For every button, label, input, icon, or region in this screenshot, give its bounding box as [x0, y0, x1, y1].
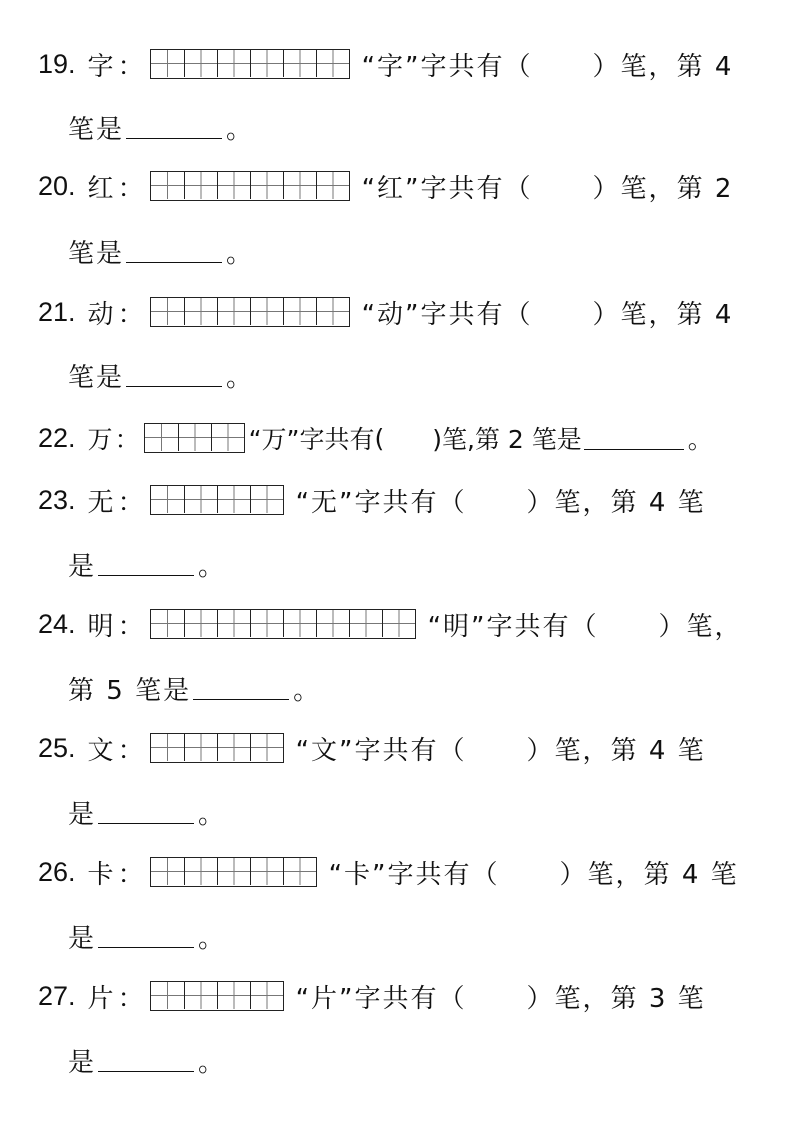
question-text: “万”字共有 [248, 425, 375, 454]
period: 。 [687, 425, 713, 454]
paren-close: )笔, [432, 425, 475, 454]
grid-cell[interactable] [250, 298, 283, 325]
answer-prompt: 笔是 [68, 238, 125, 269]
target-character: 无 [87, 487, 116, 518]
answer-blank[interactable] [98, 925, 194, 948]
question-26-line2 [68, 916, 226, 956]
grid-cell[interactable] [151, 298, 184, 325]
stroke-order-prompt: 第 3 笔 [610, 983, 706, 1014]
colon: ： [117, 51, 146, 82]
question-number: 24. [38, 608, 76, 639]
paren-open: （ [504, 51, 533, 82]
grid-cell[interactable] [184, 982, 217, 1009]
colon: ： [117, 983, 146, 1014]
question-21 [38, 292, 733, 332]
question-20 [38, 166, 733, 206]
answer-blank[interactable] [126, 116, 222, 139]
grid-cell[interactable] [217, 734, 250, 761]
grid-cell[interactable] [250, 982, 283, 1009]
colon: ： [117, 735, 146, 766]
paren-open: （ [570, 611, 599, 642]
colon: ： [117, 859, 146, 890]
paren-open: ( [374, 423, 385, 453]
grid-cell[interactable] [151, 610, 184, 637]
grid-cell[interactable] [217, 610, 250, 637]
grid-cell[interactable] [250, 610, 283, 637]
question-25-line2 [68, 792, 226, 832]
grid-cell[interactable] [217, 982, 250, 1009]
period: 。 [198, 923, 227, 954]
question-20-line2 [68, 231, 254, 271]
stroke-writing-grid[interactable] [150, 297, 350, 327]
grid-cell[interactable] [250, 734, 283, 761]
answer-prompt: 是 [68, 1047, 97, 1078]
question-text: “明”字共有 [427, 611, 571, 642]
grid-cell[interactable] [316, 50, 349, 77]
grid-cell[interactable] [250, 858, 283, 885]
grid-cell[interactable] [283, 172, 316, 199]
period: 。 [293, 675, 322, 706]
grid-cell[interactable] [316, 298, 349, 325]
grid-cell[interactable] [151, 982, 184, 1009]
grid-cell[interactable] [217, 298, 250, 325]
period: 。 [226, 238, 255, 269]
question-number: 20. [38, 170, 76, 201]
grid-cell[interactable] [151, 50, 184, 77]
stroke-writing-grid[interactable] [150, 733, 284, 763]
question-number: 22. [38, 422, 76, 453]
stroke-order-prompt: 第 4 [676, 51, 734, 82]
paren-close: ）笔， [592, 173, 677, 204]
question-text: “动”字共有 [361, 299, 505, 330]
period: 。 [198, 551, 227, 582]
grid-cell[interactable] [211, 424, 244, 451]
stroke-order-prompt: 第 4 [676, 299, 734, 330]
answer-prompt: 笔是 [68, 114, 125, 145]
paren-close: ）笔， [526, 983, 611, 1014]
stroke-writing-grid[interactable] [150, 171, 350, 201]
stroke-writing-grid[interactable] [150, 485, 284, 515]
grid-cell[interactable] [217, 858, 250, 885]
stroke-order-prompt: 第 2 笔是 [474, 425, 582, 454]
answer-blank[interactable] [98, 801, 194, 824]
answer-prompt: 笔是 [68, 362, 125, 393]
paren-close: ）笔， [592, 51, 677, 82]
grid-cell[interactable] [217, 172, 250, 199]
answer-prompt: 第 5 笔是 [68, 675, 192, 706]
question-text: “字”字共有 [361, 51, 505, 82]
question-text: “卡”字共有 [328, 859, 472, 890]
paren-close: ）笔， [658, 611, 743, 642]
question-27 [38, 976, 706, 1016]
question-text: “片”字共有 [295, 983, 439, 1014]
question-19-line2 [68, 107, 254, 147]
question-number: 27. [38, 980, 76, 1011]
question-number: 21. [38, 296, 76, 327]
paren-close: ）笔， [592, 299, 677, 330]
paren-open: （ [471, 859, 500, 890]
grid-cell[interactable] [184, 734, 217, 761]
grid-cell[interactable] [184, 610, 217, 637]
stroke-order-prompt: 第 2 [676, 173, 734, 204]
colon: ： [114, 425, 140, 454]
stroke-writing-grid[interactable] [150, 857, 317, 887]
grid-cell[interactable] [283, 50, 316, 77]
grid-cell[interactable] [145, 424, 178, 451]
stroke-writing-grid[interactable] [150, 981, 284, 1011]
answer-blank[interactable] [193, 677, 289, 700]
question-number: 19. [38, 48, 76, 79]
stroke-order-prompt: 第 4 笔 [610, 487, 706, 518]
grid-cell[interactable] [184, 298, 217, 325]
paren-close: ）笔， [526, 487, 611, 518]
question-23 [38, 480, 706, 520]
paren-open: （ [438, 735, 467, 766]
question-27-line2 [68, 1040, 226, 1080]
paren-open: （ [438, 487, 467, 518]
grid-cell[interactable] [184, 172, 217, 199]
paren-close: ）笔， [526, 735, 611, 766]
grid-cell[interactable] [283, 610, 316, 637]
stroke-writing-grid[interactable] [144, 423, 245, 453]
target-character: 片 [87, 983, 116, 1014]
target-character: 红 [87, 173, 116, 204]
grid-cell[interactable] [382, 610, 415, 637]
colon: ： [117, 487, 146, 518]
colon: ： [117, 299, 146, 330]
question-25 [38, 728, 706, 768]
grid-cell[interactable] [217, 486, 250, 513]
period: 。 [198, 799, 227, 830]
grid-cell[interactable] [283, 298, 316, 325]
answer-prompt: 是 [68, 551, 97, 582]
grid-cell[interactable] [250, 172, 283, 199]
answer-prompt: 是 [68, 799, 97, 830]
grid-cell[interactable] [316, 610, 349, 637]
stroke-order-prompt: 第 4 笔 [610, 735, 706, 766]
answer-blank[interactable] [98, 1049, 194, 1072]
stroke-writing-grid[interactable] [150, 609, 416, 639]
grid-cell[interactable] [184, 858, 217, 885]
question-text: “无”字共有 [295, 487, 439, 518]
grid-cell[interactable] [151, 734, 184, 761]
question-number: 25. [38, 732, 76, 763]
grid-cell[interactable] [217, 50, 250, 77]
paren-open: （ [504, 299, 533, 330]
stroke-order-prompt: 第 4 笔 [643, 859, 739, 890]
target-character: 文 [87, 735, 116, 766]
answer-blank[interactable] [98, 553, 194, 576]
grid-cell[interactable] [184, 50, 217, 77]
grid-cell[interactable] [349, 610, 382, 637]
grid-cell[interactable] [178, 424, 211, 451]
question-24 [38, 604, 743, 644]
target-character: 字 [87, 51, 116, 82]
question-24-line2 [68, 668, 321, 708]
answer-prompt: 是 [68, 923, 97, 954]
grid-cell[interactable] [151, 172, 184, 199]
colon: ： [117, 611, 146, 642]
grid-cell[interactable] [316, 172, 349, 199]
grid-cell[interactable] [283, 858, 316, 885]
question-23-line2 [68, 544, 226, 584]
paren-open: （ [504, 173, 533, 204]
grid-cell[interactable] [151, 858, 184, 885]
answer-blank[interactable] [126, 240, 222, 263]
period: 。 [198, 1047, 227, 1078]
grid-cell[interactable] [184, 486, 217, 513]
question-22 [38, 418, 713, 458]
stroke-writing-grid[interactable] [150, 49, 350, 79]
grid-cell[interactable] [250, 50, 283, 77]
paren-close: ）笔， [559, 859, 644, 890]
grid-cell[interactable] [151, 486, 184, 513]
target-character: 明 [87, 611, 116, 642]
target-character: 万 [87, 425, 113, 454]
question-26 [38, 852, 739, 892]
target-character: 卡 [87, 859, 116, 890]
question-19 [38, 44, 733, 84]
paren-open: （ [438, 983, 467, 1014]
question-21-line2 [68, 355, 254, 395]
target-character: 动 [87, 299, 116, 330]
question-number: 26. [38, 856, 76, 887]
colon: ： [117, 173, 146, 204]
answer-blank[interactable] [126, 364, 222, 387]
period: 。 [226, 362, 255, 393]
period: 。 [226, 114, 255, 145]
question-text: “红”字共有 [361, 173, 505, 204]
answer-blank[interactable] [584, 427, 684, 450]
question-number: 23. [38, 484, 76, 515]
grid-cell[interactable] [250, 486, 283, 513]
question-text: “文”字共有 [295, 735, 439, 766]
